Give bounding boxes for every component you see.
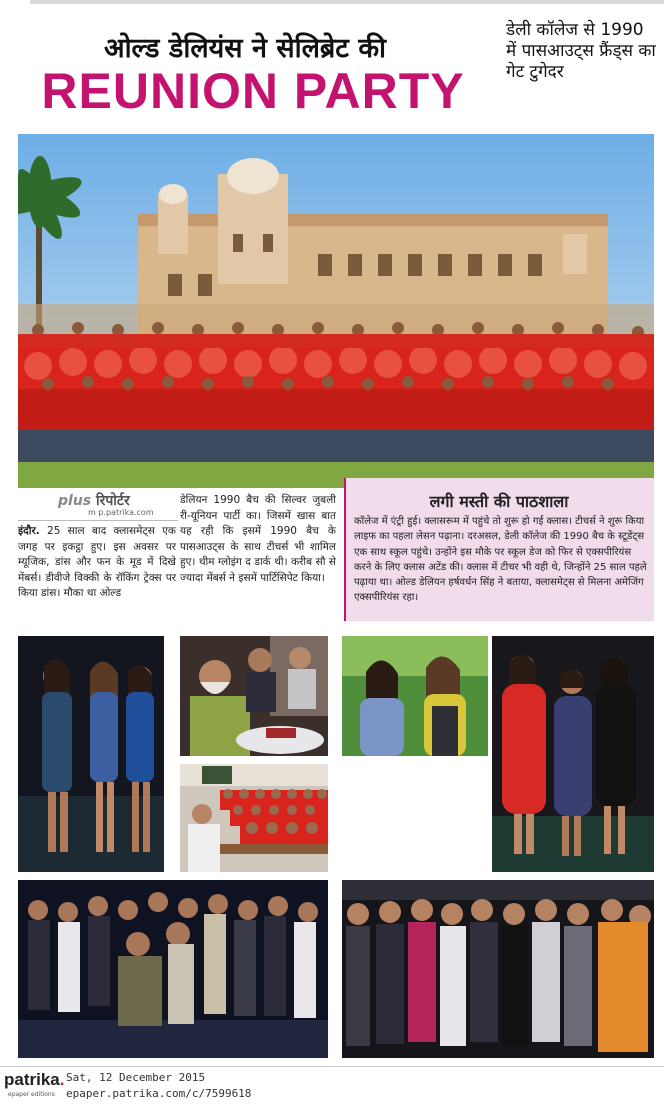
headline-hindi: ओल्ड डेलियंस ने सेलिब्रेट की — [103, 33, 387, 64]
photo-cake-cutting — [180, 636, 328, 756]
photo-party-group-women — [342, 880, 654, 1058]
footer-divider — [0, 1066, 664, 1067]
logo-text: patrika — [4, 1070, 60, 1089]
photo-three-women-dark — [18, 636, 164, 872]
edition-date: Sat, 12 December 2015 — [66, 1071, 206, 1084]
headline-english: REUNION PARTY — [41, 63, 465, 119]
subheadline: डेली कॉलेज से 1990 में पासआउट्स फ्रैंड्स का गेट टुगेदर — [506, 20, 656, 82]
byline-divider — [18, 520, 178, 521]
logo-dot: . — [59, 1070, 65, 1089]
top-border — [30, 0, 664, 4]
article-text-1: 25 साल बाद क्लासमेट्स एक जगह पर इकट्ठा हुए। इस अवसर पर म्यूजिक, डांस और फन के मूड में दिखे मेंबर्स। डीवीजे विक्की के रॉकिंग ट्रेक्स पर किया डांस। मौका था ओल्ड — [18, 525, 176, 599]
photo-classroom — [180, 764, 328, 872]
plus-brand-text: plus — [58, 493, 92, 509]
article-column-1 — [18, 524, 176, 602]
article-column-2: डेलियन 1990 बैच की सिल्वर जुबली री-यूनियन पार्टी का। जिसमें खास बात यह रही कि इसमें 1990 बैच के पासआउट्स के साथ टीचर्स भी शामिल हुए। थीम ग्लोइंग द डार्क थी। करीब सौ से ज्यादा मेंबर्स ने इसमें पार्टिसिपेट किया। — [180, 494, 336, 584]
logo-subtitle: epaper editions — [8, 1091, 55, 1098]
main-group-photo — [18, 134, 654, 488]
photo-party-group-men — [18, 880, 328, 1058]
byline-website: m p.patrika.com — [88, 508, 154, 517]
sidebar-title: लगी मस्ती की पाठशाला — [429, 492, 569, 511]
patrika-logo — [4, 1070, 64, 1090]
sidebar-text: कॉलेज में एंट्री हुई। क्लासरूम में पहुंचे तो शुरू हो गई क्लास। टीचर्स ने शुरू किया लाइफ का पहला लेसन पढ़ाना। दरअसल, डेली कॉलेज की 1990 बैच के स्टूडेंट्स एक साथ स्कूल पहुंचे। उन्होंने इस मौके पर स्कूल डेज को फिर से एक्सपीरियंस करने के लिए क्लास अटेंड की। क्लास में टीचर भी वही थे, जिन्होंने 25 साल पहले पढ़ाया था। ओल्ड डेलियन हर्षवर्धन सिंह ने बताया, क्लासमेट्स से मिलना अमेजिंग एक्सपीरियंस रहा। — [354, 516, 647, 604]
photo-two-women-garden — [342, 636, 488, 756]
reporter-label: रिपोर्टर — [96, 493, 130, 509]
dateline-place: इंदौर. — [18, 525, 40, 537]
epaper-url[interactable]: epaper.patrika.com/c/7599618 — [66, 1087, 252, 1100]
photo-women-dark-floor — [492, 636, 654, 872]
